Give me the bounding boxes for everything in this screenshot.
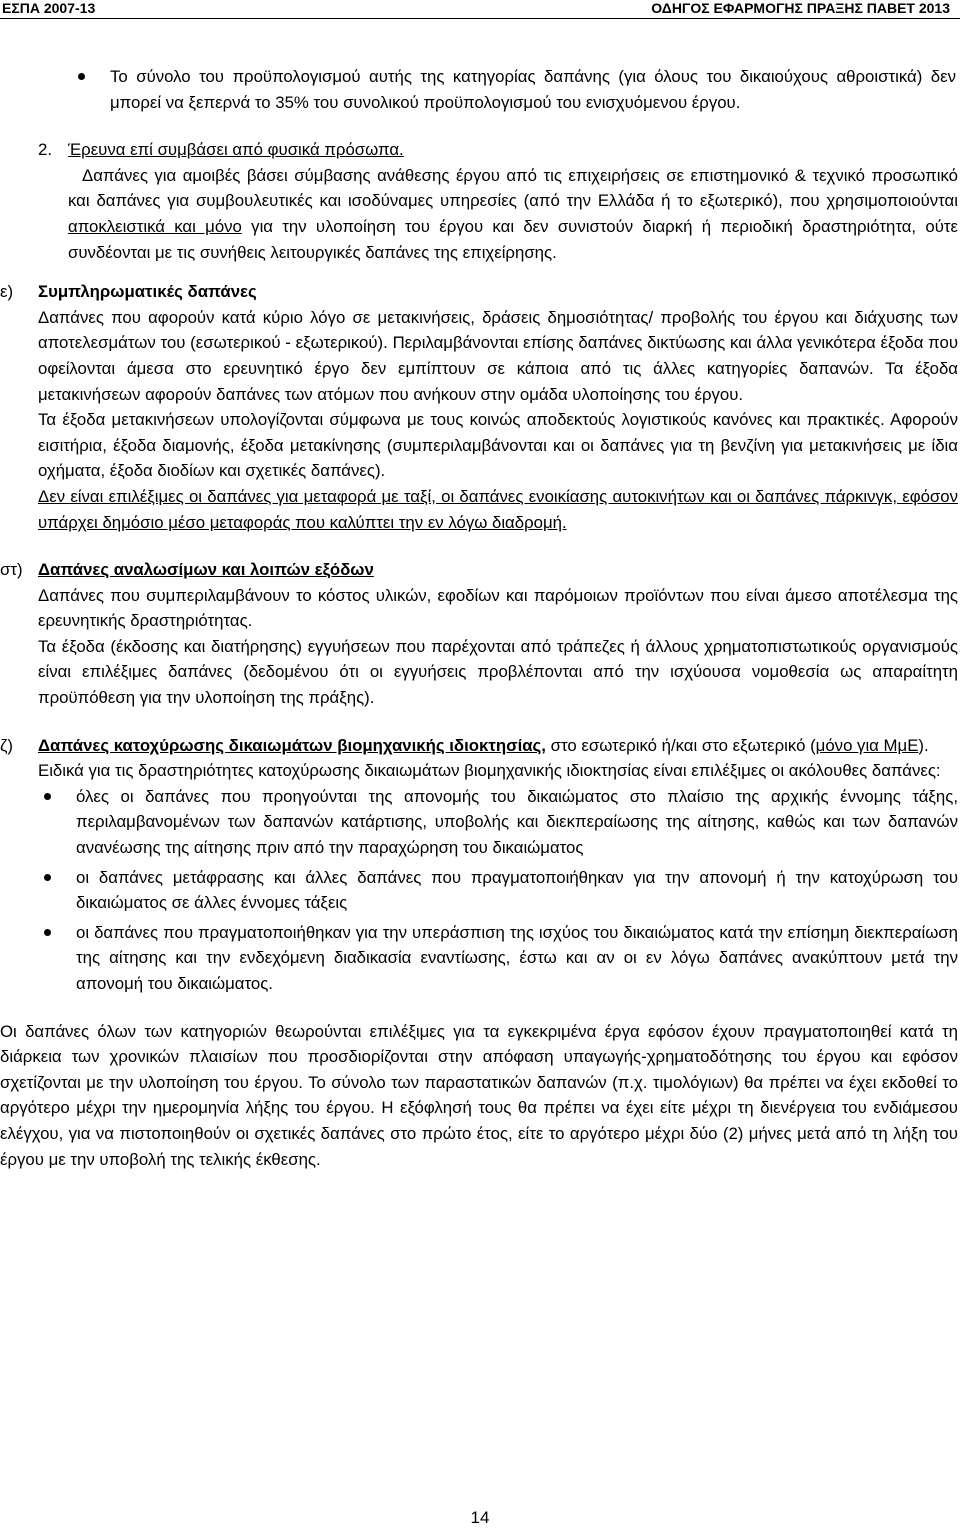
section-e-paragraph-2: Τα έξοδα μετακινήσεων υπολογίζονται σύμφωνα με τους κοινώς αποδεκτούς λογιστικούς κανόνες και πρακτικές. Αφορούν εισιτήρια, έξοδα διαμονής, έξοδα μετακίνησης (συμπεριλαμβάνονται και οι δαπάνες για τη βενζίνη για μετακινήσεις με ίδια οχήματα, έξοδα διοδίων και σχετικές δαπάνες). [38, 410, 958, 481]
page-header [0, 0, 960, 19]
header-right-text: ΟΔΗΓΟΣ ΕΦΑΡΜΟΓΗΣ ΠΡΑΞΗΣ ΠΑΒΕΤ 2013 [651, 0, 950, 16]
section-z-title-underlined: μόνο για ΜμΕ [815, 735, 919, 755]
item-2-text-b: για την υλοποίηση του έργου και δεν συνιστούν διαρκή ή περιοδική δραστηριότητα, ούτε συνδέονται με τις συνήθεις λειτουργικές δαπάνες της επιχείρησης. [68, 216, 958, 262]
item-2-text-underlined: αποκλειστικά και μόνο [68, 216, 242, 236]
section-st-title: Δαπάνες αναλωσίμων και λοιπών εξόδων [38, 560, 374, 580]
list-item-text: οι δαπάνες μετάφρασης και άλλες δαπάνες που πραγματοποιήθηκαν για την απονομή ή την κατοχύρωση του δικαιώματος σε άλλες έννομες τάξεις [76, 867, 958, 913]
bullet-text: Το σύνολο του προϋπολογισμού αυτής της κατηγορίας δαπάνης (για όλους του δικαιούχους αθροιστικά) δεν μπορεί να ξεπερνά το 35% του συνολικού προϋπολογισμού του ενισχυόμενου έργου. [110, 67, 956, 112]
list-item [38, 784, 958, 861]
item-2-title: Έρευνα επί συμβάσει από φυσικά πρόσωπα. [68, 140, 404, 160]
section-e-paragraph-1: Δαπάνες που αφορούν κατά κύριο λόγο σε μετακινήσεις, δράσεις δημοσιότητας/ προβολής του έργου και διάχυσης των αποτελεσμάτων του (εσωτερικού - εξωτερικού). Περιλαμβάνονται επίσης δαπάνες δικτύωσης και άλλα γενικότερα έξοδα που οφείλονται άμεσα στο ερευνητικό έργο δεν εμπίπτουν σε κάποια από τις άλλες κατηγορίες δαπανών. Τα έξοδα μετακινήσεων αφορούν δαπάνες των ατόμων που ανήκουν στην ομάδα υλοποίησης του έργου. [38, 307, 958, 404]
section-z-title-tail: στο εσωτερικό ή/και στο εξωτερικό ( [545, 735, 816, 755]
bullet-icon [44, 874, 51, 881]
section-st-paragraph-1: Δαπάνες που συμπεριλαμβάνουν το κόστος υλικών, εφοδίων και παρόμοιων προϊόντων που είναι άμεσο αποτέλεσμα της ερευνητικής δραστηριότητας. [38, 585, 958, 631]
page-number: 14 [470, 1508, 490, 1527]
item-2-text [0, 163, 958, 265]
section-st-paragraph-2: Τα έξοδα (έκδοσης και διατήρησης) εγγυήσεων που παρέχονται από τράπεζες ή άλλους χρηματοπιστωτικούς οργανισμούς είναι επιλέξιμες δαπάνες (δεδομένου ότι οι εγγυήσεις προβλέπονται από την ισχύουσα νομοθεσία ως απαραίτητη προϋπόθεση για την υλοποίηση της πράξης). [38, 636, 958, 708]
item-2-title-row [0, 137, 958, 163]
section-z-bullet-list [0, 784, 958, 997]
list-item-text: όλες οι δαπάνες που προηγούνται της απονομής του δικαιώματος στο πλαίσιο της αρχικής έννομης τάξης, περιλαμβανομένων των δαπανών κατάρτισης, υποβολής και διεκπεραίωσης της αίτησης, καθώς και των δαπανών ανανέωσης της αίτησης πριν από την παραχώρηση του δικαιώματος [76, 786, 958, 858]
list-item-text: οι δαπάνες που πραγματοποιήθηκαν για την υπεράσπιση της ισχύος του δικαιώματος κατά την επίσημη διεκπεραίωση της αίτησης και την ενδεχόμενη διαδικασία εναντίωσης, έστω και αν οι εν λόγω δαπάνες ανακύπτουν μετά την απονομή του δικαιώματος. [76, 922, 958, 993]
list-item [38, 865, 958, 916]
section-e-title-row [0, 279, 958, 305]
section-z-title-end: ). [918, 735, 929, 755]
section-z-label: ζ) [0, 735, 13, 755]
section-e-title: Συμπληρωματικές δαπάνες [38, 282, 257, 302]
item-2-number: 2. [38, 140, 52, 160]
bullet-paragraph [0, 64, 958, 115]
section-z-title-row [0, 733, 958, 759]
section-z-title: Δαπάνες κατοχύρωσης δικαιωμάτων βιομηχανικής ιδιοκτησίας, [38, 735, 546, 755]
section-z-paragraph-1: Ειδικά για τις δραστηριότητες κατοχύρωσης δικαιωμάτων βιομηχανικής ιδιοκτησίας είναι επιλέξιμες οι ακόλουθες δαπάνες: [38, 761, 941, 781]
section-e-paragraph-3: Δεν είναι επιλέξιμες οι δαπάνες για μεταφορά με ταξί, οι δαπάνες ενοικίασης αυτοκινήτων και οι δαπάνες πάρκινγκ, εφόσον υπάρχει δημόσιο μέσο μεταφοράς που καλύπτει την εν λόγω διαδρομή. [38, 486, 958, 532]
header-left-text: ΕΣΠΑ 2007-13 [2, 0, 96, 16]
section-st-label: στ) [0, 560, 23, 580]
bullet-icon [44, 793, 51, 800]
item-2-text-a: Δαπάνες για αμοιβές βάσει σύμβασης ανάθεσης έργου από τις επιχειρήσεις σε επιστημονικό & τεχνικό προσωπικό και δαπάνες για συμβουλευτικές και ισοδύναμες υπηρεσίες (από την Ελλάδα ή το εξωτερικό), που χρησιμοποιούνται [68, 165, 958, 211]
bullet-icon [44, 929, 51, 936]
list-item [38, 920, 958, 997]
section-st-title-row [0, 557, 958, 583]
closing-paragraph: Οι δαπάνες όλων των κατηγοριών θεωρούνται επιλέξιμες για τα εγκεκριμένα έργα εφόσον έχουν πραγματοποιηθεί κατά τη διάρκεια των χρονικών πλαισίων που προσδιορίζονται στην απόφαση υπαγωγής-χρηματοδότησης του έργου και εφόσον σχετίζονται με την υλοποίηση του έργου. Το σύνολο των παραστατικών δαπανών (π.χ. τιμολόγιων) θα πρέπει να έχει εκδοθεί το αργότερο μέχρι την ημερομηνία λήξης του έργου. Η εξόφλησή τους θα πρέπει να έχει είτε μέχρι τη διενέργεια του ενδιάμεσου ελέγχου, για να πιστοποιηθούν οι σχετικές δαπάνες στο πρώτο έτος, είτε το αργότερο μέχρι δύο (2) μήνες μετά από τη λήξη του έργου με την υποβολή της τελικής έκθεσης. [0, 1021, 958, 1169]
document-body [0, 64, 958, 1172]
section-e-label: ε) [0, 282, 14, 302]
bullet-icon [78, 73, 85, 80]
